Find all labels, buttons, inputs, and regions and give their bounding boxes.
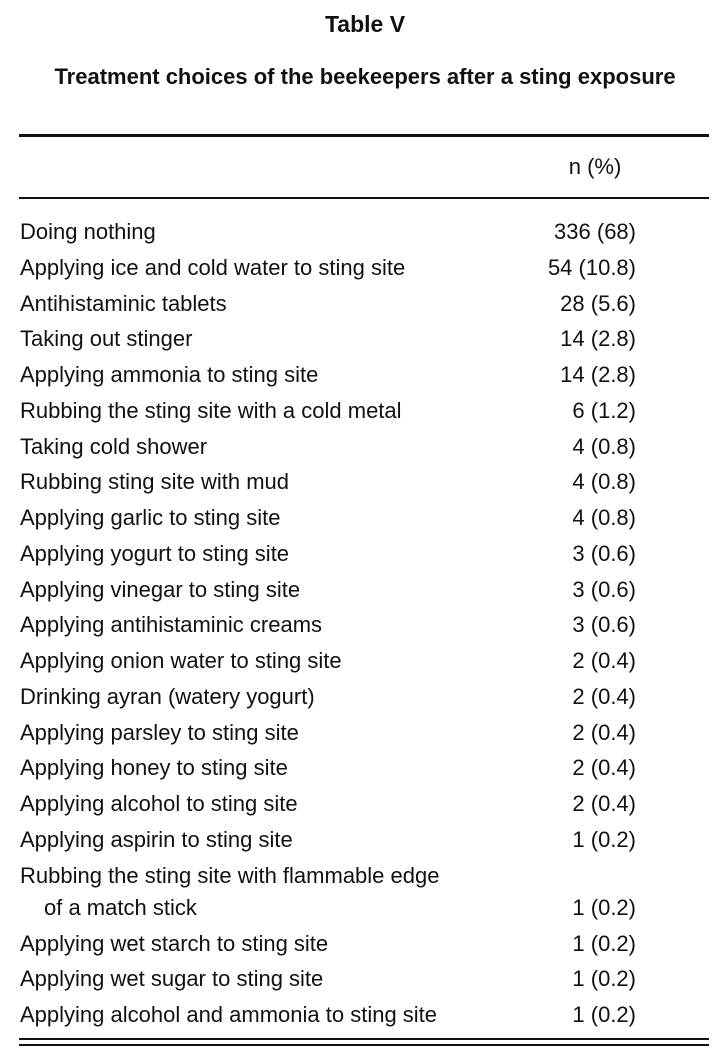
row-value: 336 (68)	[554, 219, 636, 244]
table-row	[20, 715, 710, 751]
row-label: Applying onion water to sting site	[20, 648, 342, 673]
row-value: 2 (0.4)	[572, 683, 636, 709]
row-label-line-2: of a match stick	[44, 894, 197, 920]
table-row	[20, 572, 710, 608]
row-value: 6 (1.2)	[572, 397, 636, 423]
row-label: Taking cold shower	[20, 433, 208, 459]
table-row	[20, 858, 710, 926]
row-label: Applying ammonia to sting site	[20, 362, 319, 387]
table-body	[20, 214, 710, 1033]
table-row	[20, 500, 710, 536]
row-value: 3 (0.6)	[572, 612, 636, 638]
row-value: 2 (0.4)	[572, 791, 636, 816]
table-row	[20, 786, 710, 822]
row-value: 1 (0.2)	[572, 1002, 636, 1027]
table-row	[20, 214, 710, 250]
table-row	[20, 286, 710, 322]
row-label: Drinking ayran (watery yogurt)	[20, 683, 315, 709]
row-label: Applying wet starch to sting site	[20, 930, 329, 956]
row-value: 4 (0.8)	[572, 505, 636, 530]
bottom-rule	[19, 1038, 709, 1040]
row-value: 14 (2.8)	[560, 362, 636, 387]
row-label-line-1: Rubbing the sting site with flammable edge	[20, 862, 440, 888]
row-value: 1 (0.2)	[572, 930, 636, 956]
row-label: Doing nothing	[20, 219, 156, 244]
header-rule	[19, 197, 709, 199]
row-value: 1 (0.2)	[572, 894, 636, 920]
table-title: Treatment choices of the beekeepers after a sting exposure	[54, 64, 676, 89]
table-row	[20, 750, 710, 786]
row-label: Applying garlic to sting site	[20, 505, 281, 530]
table-row	[20, 679, 710, 715]
row-value: 1 (0.2)	[572, 826, 636, 852]
row-value: 2 (0.4)	[572, 648, 636, 673]
row-value: 2 (0.4)	[572, 755, 636, 781]
row-value: 3 (0.6)	[572, 540, 636, 566]
row-value: 4 (0.8)	[572, 469, 636, 495]
row-label: Applying wet sugar to sting site	[20, 966, 324, 992]
row-value: 4 (0.8)	[572, 433, 636, 459]
row-label: Applying honey to sting site	[20, 755, 288, 781]
row-label: Applying aspirin to sting site	[20, 826, 293, 852]
row-value: 28 (5.6)	[560, 290, 636, 316]
table-label: Table V	[324, 11, 406, 37]
row-label: Applying alcohol and ammonia to sting site	[20, 1002, 438, 1027]
column-header-n-percent: n (%)	[568, 154, 622, 179]
row-value: 1 (0.2)	[572, 966, 636, 992]
table-row	[20, 321, 710, 357]
row-label: Applying alcohol to sting site	[20, 791, 298, 816]
row-label: Antihistaminic tablets	[20, 290, 227, 316]
row-label: Applying ice and cold water to sting site	[20, 254, 406, 280]
row-label: Applying antihistaminic creams	[20, 612, 323, 638]
table-row	[20, 393, 710, 429]
table-row	[20, 961, 710, 997]
top-rule	[19, 134, 709, 137]
table-row	[20, 429, 710, 465]
row-label: Applying yogurt to sting site	[20, 540, 290, 566]
row-value: 54 (10.8)	[547, 254, 636, 280]
row-label: Applying vinegar to sting site	[20, 576, 301, 602]
row-label: Taking out stinger	[20, 326, 193, 352]
table-row	[20, 357, 710, 393]
table-row	[20, 926, 710, 962]
row-value: 3 (0.6)	[572, 576, 636, 602]
table-row	[20, 536, 710, 572]
table-row	[20, 997, 710, 1033]
table-row	[20, 464, 710, 500]
table-row	[20, 250, 710, 286]
row-label: Applying parsley to sting site	[20, 719, 299, 745]
row-value: 2 (0.4)	[572, 719, 636, 745]
row-label: Rubbing the sting site with a cold metal	[20, 397, 402, 423]
table-row	[20, 607, 710, 643]
table-row	[20, 643, 710, 679]
row-label	[20, 860, 520, 924]
bottom-rule-double	[19, 1044, 709, 1046]
table-row	[20, 822, 710, 858]
row-value: 14 (2.8)	[560, 326, 636, 352]
row-label: Rubbing sting site with mud	[20, 469, 290, 495]
